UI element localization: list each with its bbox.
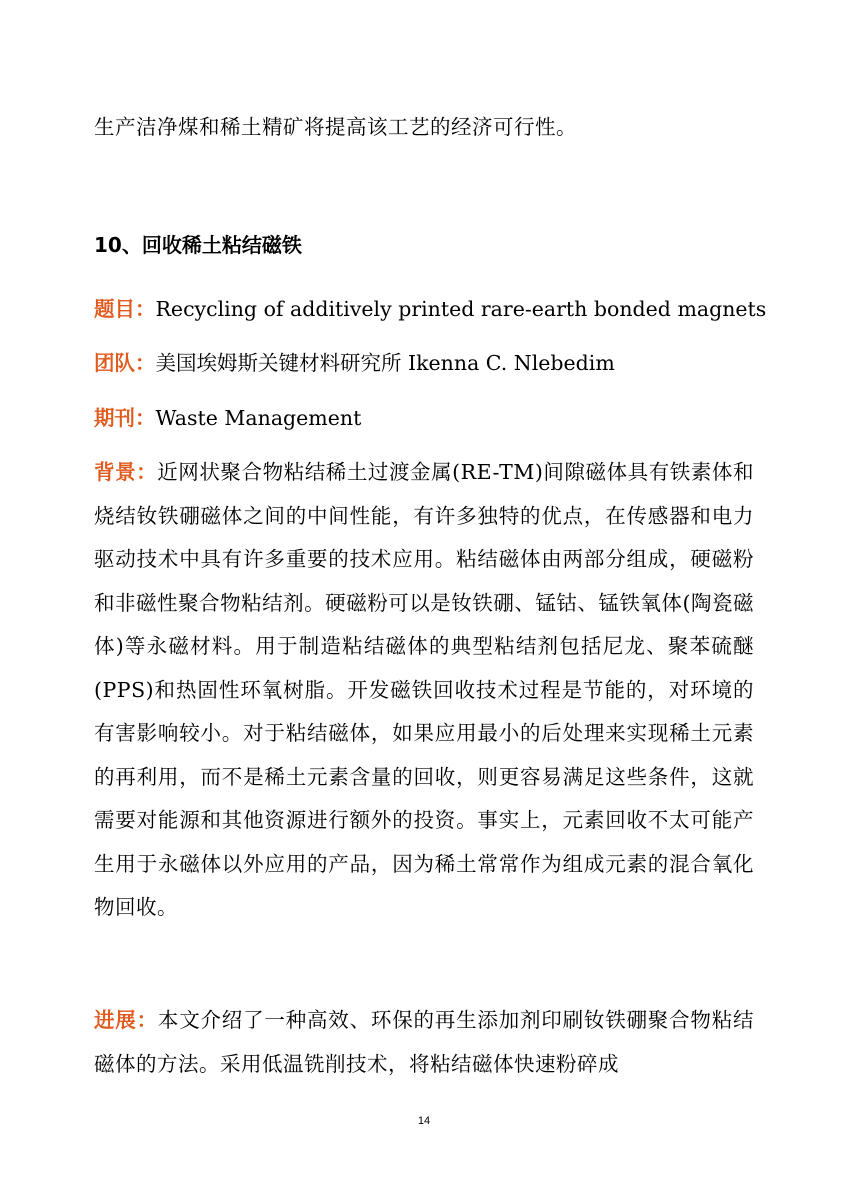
background-text: 近网状聚合物粘结稀土过渡金属(RE-TM)间隙磁体具有铁素体和烧结钕铁硼磁体之间的中间性能，有许多独特的优点，在传感器和电力驱动技术中具有许多重要的技术应用。粘结磁体由两部分组成，硬磁粉和非磁性聚合物粘结剂。硬磁粉可以是钕铁硼、锰钴、锰铁氧体(陶瓷磁体)等永磁材料。用于制造粘结磁体的典型粘结剂包括尼龙、聚苯硫醚(PPS)和热固性环氧树脂。开发磁铁回收技术过程是节能的，对环境的有害影响较小。对于粘结磁体，如果应用最小的后处理来实现稀土元素的再利用，而不是稀土元素含量的回收，则更容易满足这些条件，这就需要对能源和其他资源进行额外的投资。事实上，元素回收不太可能产生用于永磁体以外应用的产品，因为稀土常常作为组成元素的混合氧化物回收。 [94,460,755,919]
intro-tail-paragraph: 生产洁净煤和稀土精矿将提高该工艺的经济可行性。 [94,115,577,139]
title-value: Recycling of additively printed rare-earth bonded magnets [155,297,767,321]
section-heading: 10、回收稀土粘结磁铁 [94,233,302,257]
team-value: 美国埃姆斯关键材料研究所 Ikenna C. Nlebedim [155,351,615,375]
background-label: 背景： [94,460,158,484]
team-label: 团队： [94,351,156,375]
title-label: 题目： [94,297,156,321]
journal-label: 期刊： [94,406,156,430]
page-number: 14 [417,1115,431,1127]
journal-field [94,403,774,433]
title-field [94,294,774,324]
progress-paragraph [94,999,754,1086]
progress-label: 进展： [94,1008,158,1032]
background-paragraph [94,451,754,930]
journal-value: Waste Management [155,406,362,430]
team-field [94,348,774,378]
progress-text: 本文介绍了一种高效、环保的再生添加剂印刷钕铁硼聚合物粘结磁体的方法。采用低温铣削技术，将粘结磁体快速粉碎成 [94,1008,755,1076]
